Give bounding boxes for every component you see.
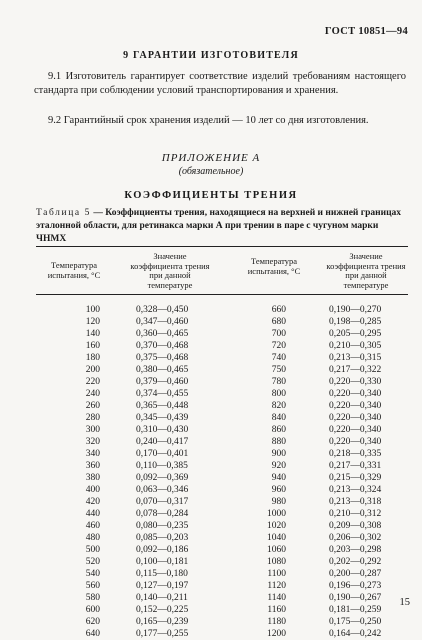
table-cell-coefficient: 0,220—0,340 <box>329 401 382 411</box>
table-cell-coefficient: 0,380—0,465 <box>136 365 189 375</box>
table-cell-temperature: 260 <box>85 401 100 411</box>
table-cell-coefficient: 0,152—0,225 <box>136 605 189 615</box>
table-cell-temperature: 1000 <box>267 509 286 519</box>
table-cell-temperature: 960 <box>271 485 286 495</box>
table-cell-temperature: 750 <box>271 365 286 375</box>
table-cell-coefficient: 0,374—0,455 <box>136 389 189 399</box>
table-cell-coefficient: 0,213—0,324 <box>329 485 382 495</box>
table-header-rule <box>36 294 408 295</box>
table-cell-temperature: 200 <box>85 365 100 375</box>
column-right-coefficients <box>329 304 409 640</box>
table-cell-temperature: 1100 <box>267 569 286 579</box>
paragraph-9-1 <box>34 70 406 97</box>
table-cell-coefficient: 0,190—0,267 <box>329 593 382 603</box>
table-cell-temperature: 860 <box>271 425 286 435</box>
table-cell-temperature: 380 <box>85 473 100 483</box>
table-cell-coefficient: 0,063—0,346 <box>136 485 189 495</box>
table-caption <box>36 207 408 246</box>
table-cell-temperature: 1140 <box>267 593 286 603</box>
table-cell-coefficient: 0,175—0,250 <box>329 617 382 627</box>
paragraph-9-2 <box>34 114 406 128</box>
table-cell-coefficient: 0,210—0,312 <box>329 509 382 519</box>
table-cell-temperature: 140 <box>85 329 100 339</box>
table-cell-coefficient: 0,203—0,298 <box>329 545 382 555</box>
table-cell-coefficient: 0,085—0,203 <box>136 533 189 543</box>
table-cell-temperature: 300 <box>85 425 100 435</box>
page-number: 15 <box>399 597 410 608</box>
table-cell-coefficient: 0,110—0,385 <box>136 461 188 471</box>
table-cell-coefficient: 0,345—0,439 <box>136 413 189 423</box>
table-cell-coefficient: 0,310—0,430 <box>136 425 189 435</box>
table-cell-coefficient: 0,217—0,322 <box>329 365 382 375</box>
table-cell-coefficient: 0,220—0,340 <box>329 437 382 447</box>
table-cell-temperature: 120 <box>85 317 100 327</box>
table-cell-temperature: 720 <box>271 341 286 351</box>
table-cell-temperature: 840 <box>271 413 286 423</box>
table-cell-temperature: 1120 <box>267 581 286 591</box>
table-cell-coefficient: 0,347—0,460 <box>136 317 189 327</box>
header-coefficient-left: Значение коэффициента трения при данной температуре <box>130 251 210 290</box>
table-cell-temperature: 220 <box>85 377 100 387</box>
table-cell-temperature: 460 <box>85 521 100 531</box>
table-cell-temperature: 340 <box>85 449 100 459</box>
table-cell-coefficient: 0,328—0,450 <box>136 305 189 315</box>
table-cell-temperature: 1180 <box>267 617 286 627</box>
table-cell-temperature: 360 <box>85 461 100 471</box>
table-cell-coefficient: 0,375—0,468 <box>136 353 189 363</box>
table-cell-coefficient: 0,127—0,197 <box>136 581 189 591</box>
table-cell-temperature: 1200 <box>267 629 286 639</box>
table-cell-coefficient: 0,365—0,448 <box>136 401 189 411</box>
header-temperature-left: Температура испытания, °С <box>47 260 101 280</box>
table-cell-coefficient: 0,196—0,273 <box>329 581 382 591</box>
column-right-temperatures <box>232 304 286 640</box>
table-caption-text: — Коэффициенты трения, находящиеся на верхней и нижней границах эталонной области, для ретинакса марки А при трении в паре с чугуном марки ЧНМХ <box>36 208 402 244</box>
table-cell-temperature: 1040 <box>267 533 286 543</box>
table-cell-coefficient: 0,220—0,330 <box>329 377 382 387</box>
table-cell-coefficient: 0,080—0,235 <box>136 521 189 531</box>
table-cell-temperature: 420 <box>85 497 100 507</box>
table-cell-temperature: 440 <box>85 509 100 519</box>
header-temperature-right: Температура испытания, °С <box>247 256 301 276</box>
table-cell-temperature: 780 <box>271 377 286 387</box>
table-cell-temperature: 580 <box>85 593 100 603</box>
table-cell-coefficient: 0,205—0,295 <box>329 329 382 339</box>
table-cell-coefficient: 0,370—0,468 <box>136 341 189 351</box>
table-cell-coefficient: 0,215—0,329 <box>329 473 382 483</box>
table-cell-coefficient: 0,218—0,335 <box>329 449 382 459</box>
table-cell-temperature: 540 <box>85 569 100 579</box>
table-cell-temperature: 800 <box>271 389 286 399</box>
table-top-rule <box>36 246 408 247</box>
table-cell-temperature: 680 <box>271 317 286 327</box>
column-left-coefficients <box>136 304 226 640</box>
table-cell-coefficient: 0,379—0,460 <box>136 377 189 387</box>
table-cell-coefficient: 0,200—0,287 <box>329 569 382 579</box>
table-cell-temperature: 880 <box>271 437 286 447</box>
table-cell-temperature: 480 <box>85 533 100 543</box>
paragraph-9-2-text: 9.2 Гарантийный срок хранения изделий — 10 лет со дня изготовления. <box>48 115 369 126</box>
table-cell-temperature: 180 <box>85 353 100 363</box>
appendix-heading: КОЭФФИЦИЕНТЫ ТРЕНИЯ <box>124 190 298 201</box>
table-cell-coefficient: 0,078—0,284 <box>136 509 189 519</box>
table-cell-coefficient: 0,070—0,317 <box>136 497 189 507</box>
table-cell-temperature: 620 <box>85 617 100 627</box>
table-cell-coefficient: 0,115—0,180 <box>136 569 188 579</box>
table-cell-temperature: 100 <box>85 305 100 315</box>
table-cell-coefficient: 0,198—0,285 <box>329 317 382 327</box>
table-cell-coefficient: 0,092—0,186 <box>136 545 189 555</box>
table-cell-temperature: 240 <box>85 389 100 399</box>
table-cell-temperature: 280 <box>85 413 100 423</box>
table-cell-coefficient: 0,213—0,318 <box>329 497 382 507</box>
table-cell-coefficient: 0,240—0,417 <box>136 437 189 447</box>
table-cell-coefficient: 0,164—0,242 <box>329 629 382 639</box>
table-cell-temperature: 520 <box>85 557 100 567</box>
table-cell-temperature: 400 <box>85 485 100 495</box>
appendix-subtitle: (обязательное) <box>178 166 244 177</box>
table-cell-coefficient: 0,220—0,340 <box>329 389 382 399</box>
table-cell-temperature: 1020 <box>267 521 286 531</box>
table-cell-temperature: 1160 <box>267 605 286 615</box>
table-cell-temperature: 920 <box>271 461 286 471</box>
table-cell-coefficient: 0,181—0,259 <box>329 605 382 615</box>
table-cell-coefficient: 0,217—0,331 <box>329 461 382 471</box>
table-cell-coefficient: 0,220—0,340 <box>329 413 382 423</box>
table-cell-coefficient: 0,360—0,465 <box>136 329 189 339</box>
table-caption-label: Таблица 5 <box>36 208 92 218</box>
table-cell-temperature: 820 <box>271 401 286 411</box>
table-cell-coefficient: 0,170—0,401 <box>136 449 189 459</box>
table-cell-coefficient: 0,220—0,340 <box>329 425 382 435</box>
table-cell-temperature: 940 <box>271 473 286 483</box>
header-coefficient-right: Значение коэффициента трения при данной температуре <box>326 251 406 290</box>
table-cell-temperature: 320 <box>85 437 100 447</box>
table-cell-temperature: 160 <box>85 341 100 351</box>
paragraph-9-1-text: 9.1 Изготовитель гарантирует соответствие изделий требованиям настоящего стандарта при соблюдении условий транспортирования и хранения. <box>34 71 406 96</box>
table-cell-coefficient: 0,202—0,292 <box>329 557 382 567</box>
table-cell-temperature: 660 <box>271 305 286 315</box>
table-cell-coefficient: 0,177—0,255 <box>136 629 189 639</box>
document-id: ГОСТ 10851—94 <box>324 26 408 37</box>
table-cell-temperature: 980 <box>271 497 286 507</box>
table-cell-coefficient: 0,209—0,308 <box>329 521 382 531</box>
section-heading: 9 ГАРАНТИИ ИЗГОТОВИТЕЛЯ <box>123 50 299 61</box>
table-cell-coefficient: 0,210—0,305 <box>329 341 382 351</box>
table-cell-coefficient: 0,190—0,270 <box>329 305 382 315</box>
appendix-title: ПРИЛОЖЕНИЕ А <box>161 152 261 164</box>
table-cell-temperature: 500 <box>85 545 100 555</box>
table-cell-temperature: 1080 <box>267 557 286 567</box>
column-left-temperatures <box>36 304 100 640</box>
table-cell-temperature: 600 <box>85 605 100 615</box>
table-cell-coefficient: 0,140—0,211 <box>136 593 188 603</box>
table-cell-coefficient: 0,092—0,369 <box>136 473 189 483</box>
table-cell-temperature: 700 <box>271 329 286 339</box>
table-cell-coefficient: 0,206—0,302 <box>329 533 382 543</box>
table-cell-coefficient: 0,213—0,315 <box>329 353 382 363</box>
table-cell-temperature: 640 <box>85 629 100 639</box>
table-cell-temperature: 1060 <box>267 545 286 555</box>
table-cell-temperature: 740 <box>271 353 286 363</box>
table-cell-temperature: 560 <box>85 581 100 591</box>
table-cell-temperature: 900 <box>271 449 286 459</box>
table-cell-coefficient: 0,165—0,239 <box>136 617 189 627</box>
table-cell-coefficient: 0,100—0,181 <box>136 557 189 567</box>
